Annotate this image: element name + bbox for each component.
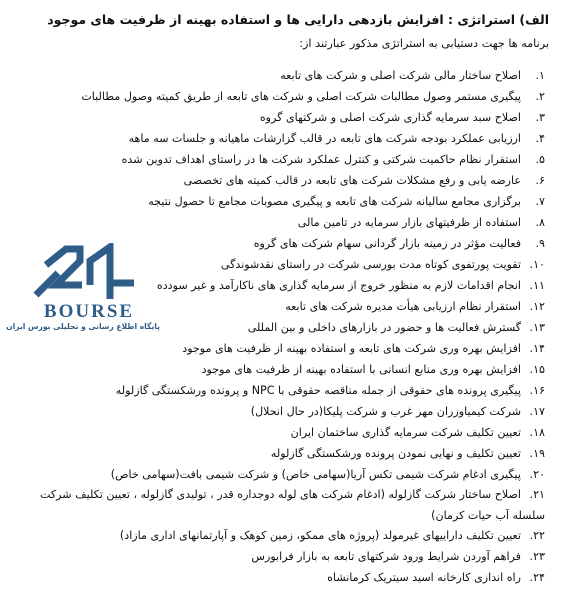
list-item: ۱۸.تعیین تکلیف شرکت سرمایه گذاری ساختمان ایران — [290, 426, 545, 439]
list-item: ۱۶.پیگیری پرونده های حقوقی از جمله مناقصه حقوقی با NPC و پرونده ورشکستگی گازلوله — [115, 384, 545, 397]
list-item: ۷.برگزاری مجامع سالیانه شرکت های تابعه و پیگیری مصوبات مجامع تا حصول نتیجه — [148, 195, 545, 208]
logo-wordmark: BOURSE — [43, 301, 135, 322]
list-item: ۱۹.تعیین تکلیف و نهایی نمودن پرونده ورشکستگی گازلوله — [270, 447, 545, 460]
list-item: ۱۰.تقویت پورتفوی کوتاه مدت بورسی شرکت در راستای نقدشوندگی — [220, 258, 545, 271]
list-item: ۲۱.اصلاح ساختار شرکت گازلوله (ادغام شرکت های لوله دوجداره قدر ، تولیدی گازلوله ، تعیین تکلیف شرکت سلسله آب حیات کرمان) — [40, 488, 545, 522]
list-item: ۱.اصلاح ساختار مالی شرکت اصلی و شرکت های تابعه — [280, 69, 545, 82]
intro-text: برنامه ها جهت دستیابی به استراتژی مذکور عبارتند از: — [299, 37, 549, 50]
list-item: ۲۴.راه اندازی کارخانه اسید سیتریک کرمانشاه — [327, 571, 545, 584]
list-item: ۲۲.تعیین تکلیف داراییهای غیرمولد (پروژه های ممکو، زمین کوهک و آپارتمانهای اداری مازاد) — [119, 529, 545, 542]
list-item: ۲۰.پیگیری ادغام شرکت شیمی تکس آریا(سهامی خاص) و شرکت شیمی بافت(سهامی خاص) — [110, 468, 545, 481]
list-item: ۵.استقرار نظام حاکمیت شرکتی و کنترل عملکرد شرکت ها در راستای اهداف تدوین شده — [121, 153, 545, 166]
list-item: ۴.ارزیابی عملکرد بودجه شرکت های تابعه در قالب گزارشات ماهیانه و جلسات سه ماهه — [128, 132, 545, 145]
list-item: ۸.استفاده از ظرفیتهای بازار سرمایه در تامین مالی — [297, 216, 545, 229]
list-item: ۹.فعالیت مؤثر در زمینه بازار گردانی سهام شرکت های گروه — [253, 237, 545, 250]
list-item: ۱۴.افزایش بهره وری شرکت های تابعه و استفاده بهینه از ظرفیت های موجود — [182, 342, 545, 355]
logo-tagline: پایگاه اطلاع رسانی و تحلیلی بورس ایران — [6, 322, 160, 331]
list-item: ۳.اصلاح سبد سرمایه گذاری شرکت اصلی و شرکتهای گروه — [259, 111, 545, 124]
bourse-logo — [6, 243, 160, 333]
list-item: ۱۲.استقرار نظام ارزیابی هیأت مدیره شرکت های تابعه — [285, 300, 545, 313]
strategy-heading: الف) استراتژی : افزایش بازدهی دارایی ها و استفاده بهینه از ظرفیت های موجود — [47, 12, 549, 27]
list-item: ۱۳.گسترش فعالیت ها و حضور در بازارهای داخلی و بین المللی — [247, 321, 545, 334]
list-item: ۲۳.فراهم آوردن شرایط ورود شرکتهای تابعه به بازار فرابورس — [251, 550, 545, 563]
list-item: ۲.پیگیری مستمر وصول مطالبات شرکت اصلی و شرکت های تابعه از طریق کمیته وصول مطالبات — [81, 90, 545, 103]
list-item: ۱۷.شرکت کیمیاوزران مهر غرب و شرکت پلیکا(در حال انحلال) — [250, 405, 545, 418]
bourse-logo-mark-icon — [18, 243, 160, 303]
list-item: ۶.عارضه یابی و رفع مشکلات شرکت های تابعه در قالب کمیته های تخصصی — [183, 174, 545, 187]
list-item: ۱۵.افزایش بهره وری منابع انسانی با استفاده بهینه از ظرفیت های موجود — [201, 363, 545, 376]
list-item: ۱۱.انجام اقدامات لازم به منظور خروج از سرمایه گذاری های ناکارآمد و غیر سودده — [156, 279, 545, 292]
